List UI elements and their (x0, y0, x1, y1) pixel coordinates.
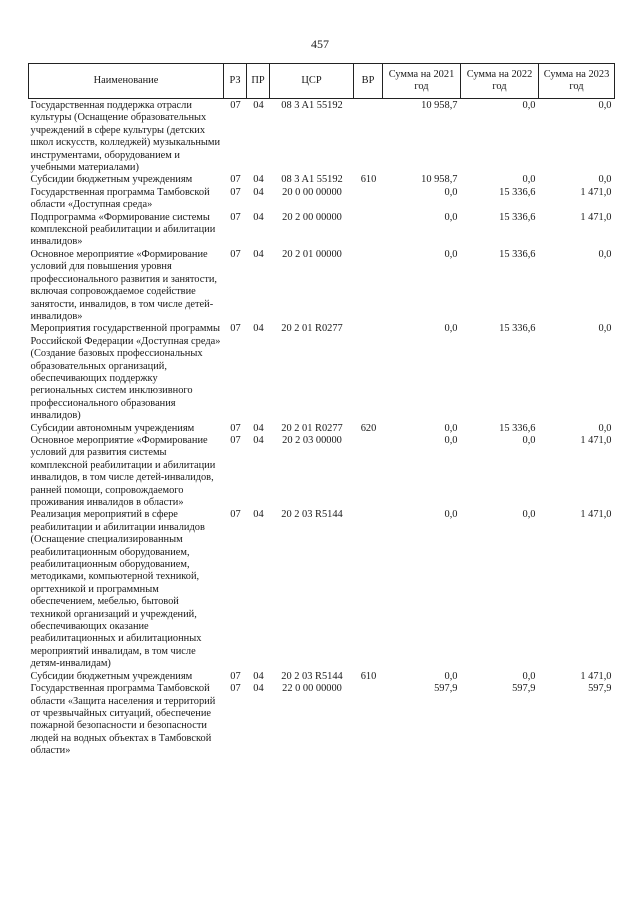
cell-name: Субсидии бюджетным учреждениям (30, 174, 193, 186)
cell-sum-2021: 0,0 (444, 434, 458, 446)
cell-pr: 04 (253, 174, 264, 186)
cell-pr: 04 (253, 434, 264, 446)
cell-name: Основное мероприятие «Формирование условий для повышения уровня профессионального развития и занятости, включая сопровождаемое содействие занятости, инвалидов, в том числе детей-инвалидов» (30, 248, 218, 322)
col-header-sum-2022: Сумма на 2022 год (461, 64, 539, 99)
cell-csr: 20 2 01 00000 (282, 248, 342, 260)
cell-vr (354, 99, 383, 175)
cell-vr (354, 187, 383, 212)
cell-rz: 07 (230, 211, 241, 223)
cell-sum-2022: 597,9 (512, 683, 536, 695)
cell-vr: 610 (360, 174, 377, 186)
cell-sum-2022: 0,0 (522, 434, 536, 446)
cell-rz: 07 (230, 509, 241, 521)
cell-sum-2023: 1 471,0 (580, 211, 612, 223)
cell-name: Субсидии автономным учреждениям (30, 422, 195, 434)
cell-sum-2021: 597,9 (434, 683, 458, 695)
cell-name: Мероприятия государственной программы Российской Федерации «Доступная среда» (Создание базовых профессиональных образовательных организаций, обеспечивающих поддержку региональных систем инклюзивного профессионального образования инвалидов) (30, 323, 221, 422)
cell-rz: 07 (230, 434, 241, 446)
cell-name: Государственная поддержка отрасли культуры (Оснащение образовательных учреждений в сфере культуры (детских школ искусств, колледжей) музыкальными инструментами, оборудованием и учебными материалами) (30, 100, 221, 174)
cell-sum-2022: 15 336,6 (499, 422, 536, 434)
cell-sum-2023: 0,0 (598, 323, 612, 335)
cell-vr (354, 249, 383, 323)
col-header-sum-2021: Сумма на 2021 год (383, 64, 461, 99)
cell-sum-2023: 1 471,0 (580, 670, 612, 682)
cell-pr: 04 (253, 100, 264, 111)
cell-rz: 07 (230, 248, 241, 260)
cell-pr: 04 (253, 509, 264, 521)
cell-vr (354, 683, 383, 757)
cell-sum-2021: 10 958,7 (421, 174, 458, 186)
cell-rz: 07 (230, 323, 241, 335)
col-header-sum-2023: Сумма на 2023 год (539, 64, 615, 99)
cell-pr: 04 (253, 683, 264, 695)
cell-csr: 20 2 01 R0277 (281, 422, 343, 434)
cell-sum-2022: 0,0 (522, 670, 536, 682)
cell-sum-2021: 0,0 (444, 670, 458, 682)
cell-csr: 20 2 01 R0277 (281, 323, 343, 335)
table-row (29, 435, 615, 509)
cell-rz: 07 (230, 670, 241, 682)
cell-csr: 08 3 A1 55192 (281, 174, 343, 186)
page-number: 457 (311, 37, 329, 51)
cell-sum-2022: 0,0 (522, 174, 536, 186)
table-row (29, 99, 615, 175)
cell-vr: 610 (360, 670, 377, 682)
cell-csr: 20 2 03 R5144 (281, 509, 343, 521)
cell-sum-2022: 15 336,6 (499, 323, 536, 335)
cell-sum-2023: 1 471,0 (580, 509, 612, 521)
table-row (29, 187, 615, 212)
cell-pr: 04 (253, 186, 264, 198)
cell-name: Реализация мероприятий в сфере реабилитации и абилитации инвалидов (Оснащение специализированным реабилитационным оборудованием, реабилитационным оборудованием, методиками, компьютерной техникой, оргтехникой и программным обеспечением, мебелью, бытовой техникой организаций и учреждений, обеспечивающих оказание реабилитационных и абилитационных мероприятий инвалидам, в том числе детям-инвалидам) (30, 509, 205, 670)
cell-sum-2021: 0,0 (444, 422, 458, 434)
cell-pr: 04 (253, 211, 264, 223)
cell-sum-2022: 15 336,6 (499, 211, 536, 223)
cell-sum-2022: 15 336,6 (499, 186, 536, 198)
cell-rz: 07 (230, 186, 241, 198)
cell-sum-2023: 597,9 (588, 683, 612, 695)
col-header-csr: ЦСР (270, 64, 354, 99)
cell-sum-2022: 0,0 (522, 509, 536, 521)
cell-sum-2021: 0,0 (444, 211, 458, 223)
cell-sum-2021: 10 958,7 (421, 100, 458, 111)
budget-table (28, 63, 615, 758)
cell-sum-2022: 15 336,6 (499, 248, 536, 260)
cell-sum-2021: 0,0 (444, 248, 458, 260)
table-row (29, 671, 615, 683)
cell-sum-2023: 0,0 (598, 248, 612, 260)
cell-sum-2021: 0,0 (444, 323, 458, 335)
cell-csr: 20 2 03 R5144 (281, 670, 343, 682)
cell-name: Подпрограмма «Формирование системы комплексной реабилитации и абилитации инвалидов» (30, 211, 216, 248)
cell-sum-2021: 0,0 (444, 186, 458, 198)
table-row (29, 423, 615, 435)
cell-pr: 04 (253, 670, 264, 682)
cell-csr: 08 3 A1 55192 (281, 100, 343, 111)
col-header-name: Наименование (29, 64, 224, 99)
cell-sum-2023: 0,0 (598, 174, 612, 186)
col-header-pr: ПР (247, 64, 270, 99)
cell-name: Государственная программа Тамбовской области «Доступная среда» (30, 186, 210, 211)
cell-rz: 07 (230, 174, 241, 186)
cell-sum-2023: 1 471,0 (580, 186, 612, 198)
table-row (29, 509, 615, 670)
cell-csr: 22 0 00 00000 (282, 683, 342, 695)
table-row (29, 683, 615, 757)
col-header-rz: РЗ (224, 64, 247, 99)
cell-name: Основное мероприятие «Формирование условий для развития системы комплексной реабилитации и абилитации инвалидов, в том числе детей-инвалидов, ранней помощи, сопровождаемого проживания инвалидов в области» (30, 434, 216, 508)
cell-pr: 04 (253, 422, 264, 434)
table-row (29, 212, 615, 249)
col-header-vr: ВР (354, 64, 383, 99)
cell-csr: 20 2 00 00000 (282, 211, 342, 223)
cell-vr (354, 323, 383, 422)
table-header-row (29, 64, 615, 99)
cell-vr (354, 509, 383, 670)
cell-pr: 04 (253, 248, 264, 260)
cell-vr (354, 212, 383, 249)
table-row (29, 249, 615, 323)
cell-csr: 20 0 00 00000 (282, 186, 342, 198)
cell-pr: 04 (253, 323, 264, 335)
cell-rz: 07 (230, 683, 241, 695)
cell-rz: 07 (230, 100, 241, 111)
cell-vr (354, 435, 383, 509)
cell-sum-2022: 0,0 (522, 100, 536, 111)
cell-rz: 07 (230, 422, 241, 434)
cell-sum-2021: 0,0 (444, 509, 458, 521)
cell-sum-2023: 0,0 (598, 100, 612, 111)
cell-sum-2023: 0,0 (598, 422, 612, 434)
cell-vr: 620 (360, 422, 377, 434)
cell-name: Государственная программа Тамбовской области «Защита населения и территорий от чрезвычайных ситуаций, обеспечение пожарной безопасности и безопасности людей на водных объектах в Тамбовской области» (30, 683, 216, 757)
table-row (29, 323, 615, 422)
cell-sum-2023: 1 471,0 (580, 434, 612, 446)
cell-name: Субсидии бюджетным учреждениям (30, 670, 193, 682)
table-row (29, 174, 615, 186)
cell-csr: 20 2 03 00000 (282, 434, 342, 446)
